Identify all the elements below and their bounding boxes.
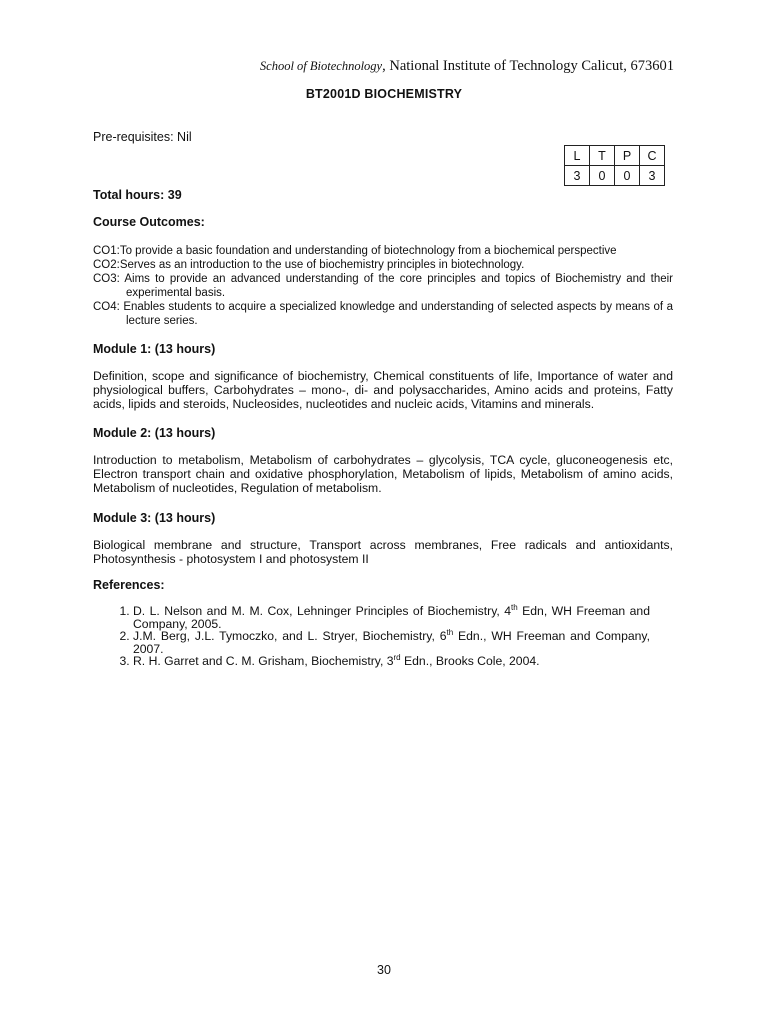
ltpc-value-l: 3 [565,166,590,186]
reference-item [133,652,650,668]
reference-item [133,602,650,631]
module-title: Module 2: (13 hours) [93,426,216,440]
ltpc-value-p: 0 [615,166,640,186]
ltpc-table [564,145,665,186]
course-outcomes-heading: Course Outcomes: [93,215,205,229]
module-title: Module 3: (13 hours) [93,511,216,525]
ltpc-header-p: P [615,146,640,166]
page-header [260,58,674,75]
module-2 [93,426,673,495]
ltpc-header-row [565,146,665,166]
reference-text: J.M. Berg, J.L. Tymoczko, and L. Stryer, Biochemistry, 6 [133,629,447,643]
course-outcome-text: Enables students to acquire a specialized knowledge and understanding of selected aspects by means of a lecture series. [123,301,673,327]
course-outcome-item [93,244,673,258]
header-school: School of Biotechnology [259,59,383,73]
ltpc-value-row [565,166,665,186]
reference-text: D. L. Nelson and M. M. Cox, Lehninger Principles of Biochemistry, 4 [133,604,512,618]
ltpc-value-t: 0 [590,166,615,186]
course-title: BT2001D BIOCHEMISTRY [305,87,463,101]
references-section [93,578,673,668]
course-outcome-text: To provide a basic foundation and understanding of biotechnology from a biochemical perspective [119,245,617,257]
reference-text: R. H. Garret and C. M. Grisham, Biochemistry, 3 [133,654,394,668]
course-outcome-item [93,258,673,272]
course-outcome-label: CO2: [93,259,120,271]
course-outcome-text: Serves as an introduction to the use of biochemistry principles in biotechnology. [119,259,525,271]
reference-text-end: Edn, WH Freeman and Company, 2005. [133,604,650,631]
course-outcome-label: CO3: [93,273,125,285]
course-outcome-item [93,300,673,328]
ltpc-header-t: T [590,146,615,166]
header-institute: , National Institute of Technology Calicut, 673601 [382,58,674,74]
page-number: 30 [377,963,391,977]
ltpc-value-c: 3 [640,166,665,186]
references-heading: References: [93,578,165,592]
ltpc-header-l: L [565,146,590,166]
module-3 [93,511,673,566]
module-body: Definition, scope and significance of biochemistry, Chemical constituents of life, Importance of water and physiological buffers, Carbohydrates – mono-, di- and polysaccharides, Amino acids and proteins, Fatty acids, lipids and steroids, Nucleosides, nucleotides and nucleic acids, Vitamins and minerals. [93,369,673,411]
course-outcome-label: CO1: [93,245,120,257]
reference-superscript: th [511,602,518,612]
reference-text-end: Edn., Brooks Cole, 2004. [400,654,540,668]
reference-text-end: Edn., WH Freeman and Company, 2007. [133,629,650,656]
reference-item [133,627,650,656]
course-outcome-item [93,272,673,300]
reference-superscript: rd [393,652,401,662]
module-title: Module 1: (13 hours) [93,342,216,356]
total-hours: Total hours: 39 [93,188,182,202]
reference-superscript: th [446,627,454,637]
ltpc-header-c: C [640,146,665,166]
prerequisites: Pre-requisites: Nil [93,130,192,144]
module-body: Introduction to metabolism, Metabolism of carbohydrates – glycolysis, TCA cycle, gluconeogenesis etc, Electron transport chain and oxidative phosphorylation, Metabolism of lipids, Metabolism of amino acids, Metabolism of nucleotides, Regulation of metabolism. [93,453,673,495]
references-list [93,602,650,668]
course-outcome-text: Aims to provide an advanced understanding of the core principles and topics of Biochemistry and their experimental basis. [124,273,673,299]
course-outcome-label: CO4: [93,301,124,313]
module-1 [93,342,673,411]
course-outcomes-list [93,244,673,328]
module-body: Biological membrane and structure, Transport across membranes, Free radicals and antioxidants, Photosynthesis - photosystem I and photosystem II [93,538,673,566]
